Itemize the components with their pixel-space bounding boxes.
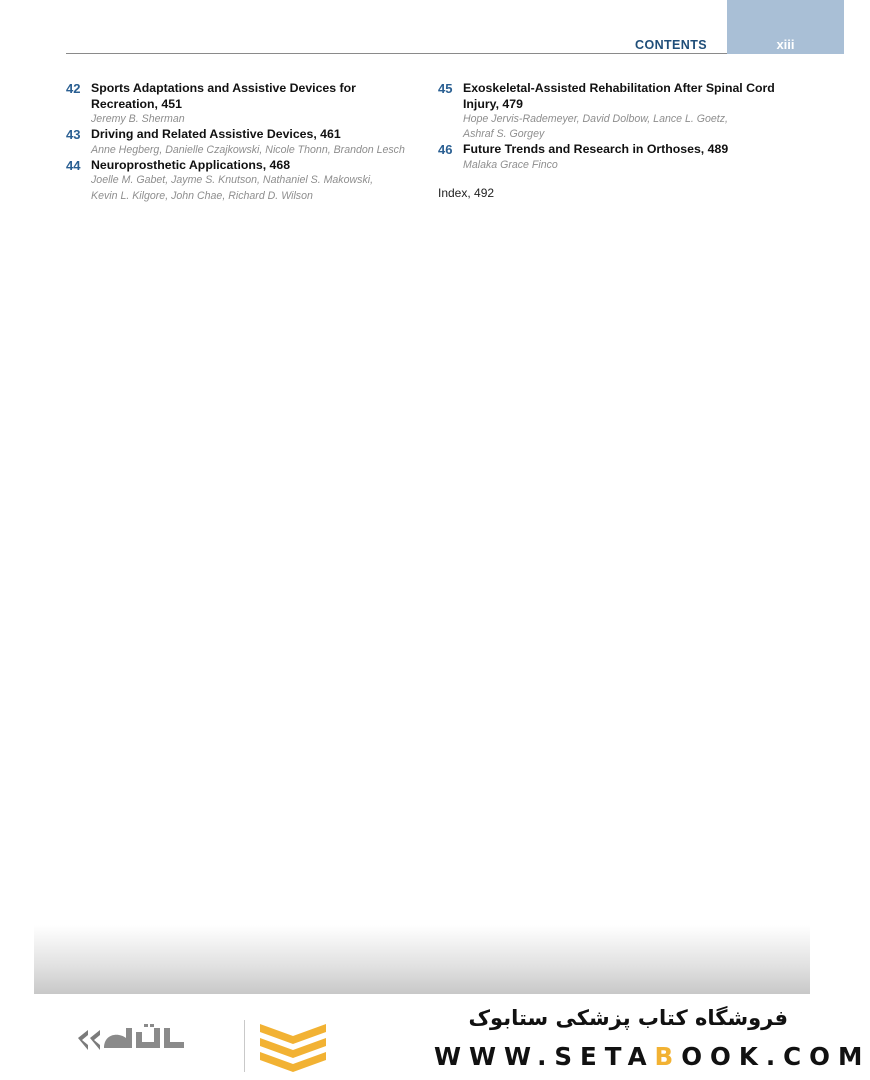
url-part: WWW.SETA xyxy=(434,1042,655,1071)
running-head-title: CONTENTS xyxy=(635,38,707,52)
index-link[interactable]: Index, 492 xyxy=(438,186,495,201)
page-bottom-fade xyxy=(34,925,810,994)
chapter-number: 43 xyxy=(66,127,81,143)
chapter-authors: Anne Hegberg, Danielle Czajkowski, Nicole Thonn, Brandon Lesch xyxy=(91,143,405,156)
chapter-number: 42 xyxy=(66,81,81,96)
page-number: xiii xyxy=(776,37,795,52)
contents-column-right xyxy=(438,81,778,201)
chapter-title[interactable]: Exoskeletal-Assisted Rehabilitation After Spinal Cord Injury, 479 xyxy=(463,81,775,111)
chapter-number: 46 xyxy=(438,142,453,158)
chapter-title[interactable]: Future Trends and Research in Orthoses, 489 xyxy=(463,142,729,157)
chapter-title[interactable]: Sports Adaptations and Assistive Devices for Recreation, 451 xyxy=(91,81,356,111)
toc-entry-42[interactable] xyxy=(66,81,411,127)
setabook-book-logo xyxy=(256,1018,330,1074)
contents-column-left xyxy=(66,81,411,204)
chapter-number: 45 xyxy=(438,81,453,96)
store-url[interactable] xyxy=(434,1042,870,1071)
chapter-authors: Joelle M. Gabet, Jayme S. Knutson, Nathaniel S. Makowski, xyxy=(91,174,374,187)
chapter-authors: Malaka Grace Finco xyxy=(463,158,558,171)
chapter-authors: Hope Jervis-Rademeyer, David Dolbow, Lance L. Goetz, xyxy=(463,113,728,125)
chapter-authors: Kevin L. Kilgore, John Chae, Richard D. Wilson xyxy=(91,189,313,202)
url-accent-letter: B xyxy=(654,1042,682,1071)
toc-entry-45[interactable] xyxy=(438,81,778,142)
chapter-title[interactable]: Neuroprosthetic Applications, 468 xyxy=(91,157,291,172)
toc-entry-43[interactable] xyxy=(66,127,411,158)
url-part: OOK.COM xyxy=(681,1042,870,1071)
banner-divider xyxy=(244,1020,245,1072)
chapter-title[interactable]: Driving and Related Assistive Devices, 461 xyxy=(91,127,341,142)
store-name: فروشگاه کتاب پزشکی ستابوک xyxy=(468,1006,788,1030)
chapter-number: 44 xyxy=(66,157,81,173)
chapter-authors: Jeremy B. Sherman xyxy=(91,113,185,125)
toc-entry-44[interactable] xyxy=(66,158,411,204)
toc-entry-46[interactable] xyxy=(438,142,778,173)
setabook-wordmark-logo xyxy=(74,1020,194,1072)
chapter-authors: Ashraf S. Gorgey xyxy=(463,128,545,141)
